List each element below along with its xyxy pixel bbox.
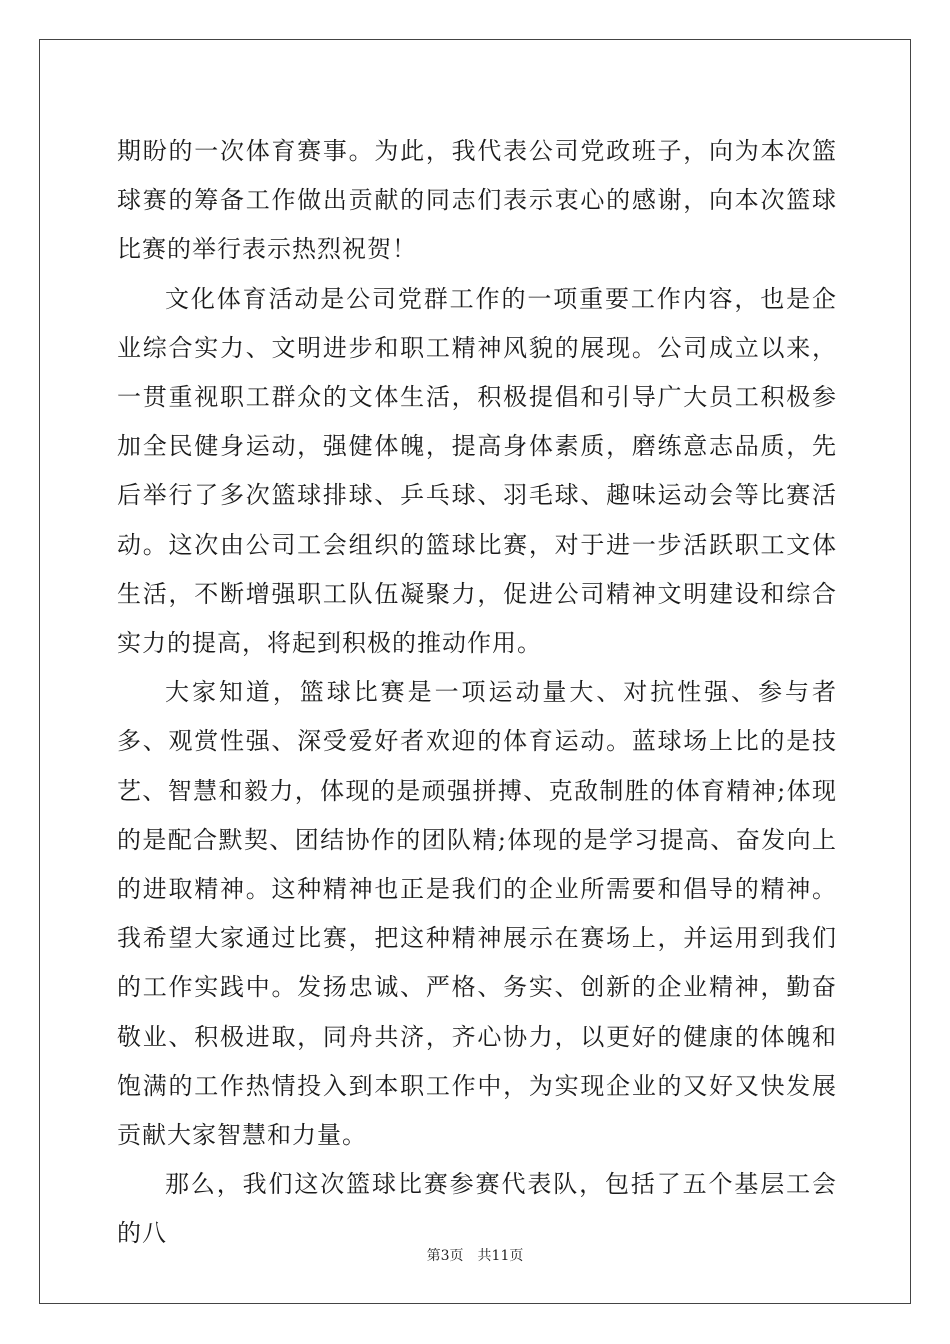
paragraph-1: 期盼的一次体育赛事。为此，我代表公司党政班子，向为本次篮球赛的筹备工作做出贡献的同志们表示衷心的感谢，向本次篮球比赛的举行表示热烈祝贺！ bbox=[117, 137, 837, 264]
page-number: 第3页 bbox=[426, 1248, 464, 1264]
document-body bbox=[117, 127, 837, 1259]
paragraph-3: 大家知道，篮球比赛是一项运动量大、对抗性强、参与者多、观赏性强、深受爱好者欢迎的体育运动。蓝球场上比的是技艺、智慧和毅力，体现的是顽强拼搏、克敌制胜的体育精神;体现的是配合默契、团结协作的团队精;体现的是学习提高、奋发向上的进取精神。这种精神也正是我们的企业所需要和倡导的精神。我希望大家通过比赛，把这种精神展示在赛场上，并运用到我们的工作实践中。发扬忠诚、严格、务实、创新的企业精神，勤奋敬业、积极进取，同舟共济，齐心协力，以更好的健康的体魄和饱满的工作热情投入到本职工作中，为实现企业的又好又快发展贡献大家智慧和力量。 bbox=[117, 678, 837, 1150]
page-total: 共11页 bbox=[477, 1248, 524, 1264]
paragraph-2: 文化体育活动是公司党群工作的一项重要工作内容，也是企业综合实力、文明进步和职工精神风貌的展现。公司成立以来，一贯重视职工群众的文体生活，积极提倡和引导广大员工积极参加全民健身运动，强健体魄，提高身体素质，磨练意志品质，先后举行了多次篮球排球、乒乓球、羽毛球、趣味运动会等比赛活动。这次由公司工会组织的篮球比赛，对于进一步活跃职工文体生活，不断增强职工队伍凝聚力，促进公司精神文明建设和综合实力的提高，将起到积极的推动作用。 bbox=[117, 284, 837, 658]
page-footer bbox=[0, 1245, 950, 1265]
paragraph-4: 那么，我们这次篮球比赛参赛代表队，包括了五个基层工会的八 bbox=[117, 1170, 837, 1248]
